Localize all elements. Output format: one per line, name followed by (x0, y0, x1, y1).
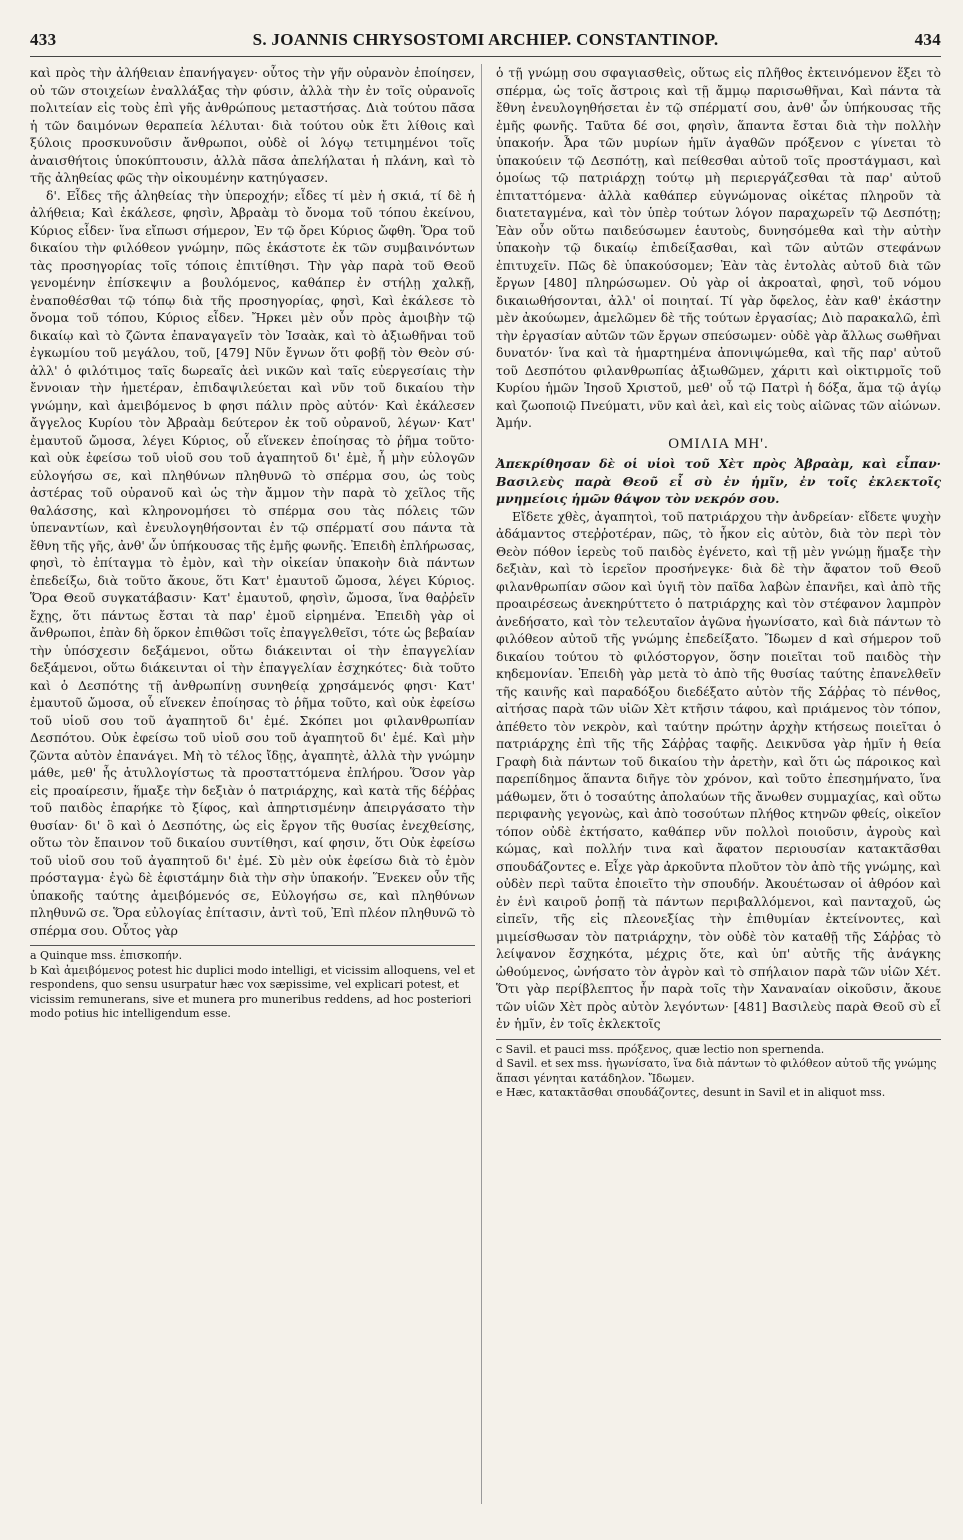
left-paragraph: δ'. Εἶδες τῆς ἀληθείας τὴν ὑπεροχήν; εἶδες τί μὲν ἡ σκιά, τί δὲ ἡ ἀλήθεια; Καὶ ἐκάλεσε, φησὶν, Ἀβραὰμ τὸ ὄνομα τοῦ τόπου ἐκείνου, Κύριος εἶδεν· ἵνα εἴπωσι σήμερον, Ἐν τῷ ὄρει Κύριος ὤφθη. Ὅρα τοῦ δικαίου τὴν φιλόθεον γνώμην, πῶς ἑκάστοτε ἐκ τῶν συμβαινόντων τὰς προσηγορίας τοῖς τόποις ἐπιτίθησι. Τὴν γὰρ παρὰ τοῦ Θεοῦ γενομένην ἐπίσκεψιν a βουλόμενος, καθάπερ ἐν στήλῃ χαλκῇ, ἐναποθέσθαι τῷ τόπῳ διὰ τῆς προσηγορίας, φησὶ, Καὶ ἐκάλεσε τὸ ὄνομα τοῦ τόπου, Κύριος εἶδεν. Ἤρκει μὲν οὖν πρὸς ἀμοιβὴν τῷ δικαίῳ καὶ τὸ ζῶντα ἐπαναγαγεῖν τὸν Ἰσαὰκ, καὶ τὸ ἀξιωθῆναι τοῦ ἐγκωμίου τοῦ μεγάλου, τοῦ, [479] Νῦν ἔγνων ὅτι φοβῇ τὸν Θεὸν σύ· ἀλλ' ὁ φιλότιμος ταῖς δωρεαῖς ἀεὶ νικῶν καὶ ταῖς εὐεργεσίαις τὴν ἔννοιαν τὴν ἡμετέραν, ἐπιδαψιλεύεται καὶ νῦν τοῦ δικαίου τὴν γνώμην, καὶ ἀμειβόμενος b φησι πάλιν πρὸς αὐτόν· Καὶ ἐκάλεσεν ἄγγελος Κυρίου τὸν Ἀβραὰμ δεύτερον ἐκ τοῦ οὐρανοῦ, λέγων· Κατ' ἐμαυτοῦ ὤμοσα, λέγει Κύριος, οὗ εἵνεκεν ἐποίησας τὸ ῥῆμα τοῦτο· καὶ οὐκ ἐφείσω τοῦ υἱοῦ σου τοῦ ἀγαπητοῦ δι' ἐμὲ, ἦ μὴν εὐλογῶν εὐλογήσω σε, καὶ πληθύνων πληθυνῶ τὸ σπέρμα σου, ὡς τοὺς ἀστέρας τοῦ οὐρανοῦ καὶ ὡς τὴν ἄμμον τὴν παρὰ τὸ χεῖλος τῆς θαλάσσης, καὶ κληρονομήσει τὸ σπέρμα σου τὰς πόλεις τῶν ὑπεναντίων, καὶ ἐνευλογηθήσονται ἐν τῷ σπέρματί σου πάντα τὰ ἔθνη τῆς γῆς, ἀνθ' ὧν ὑπήκουσας τῆς ἐμῆς φωνῆς. Ἐπειδὴ ἐπλήρωσας, φησὶ, τὸ ἐπίταγμα τὸ ἐμὸν, καὶ τὴν οἰκείαν ὑπακοὴν διὰ πάντων ἐπεδείξω, διὰ τοῦτο ἄκουε, ὅτι Κατ' ἐμαυτοῦ ὤμοσα, λέγει Κύριος. Ὅρα Θεοῦ συγκατάβασιν· Κατ' ἐμαυτοῦ, φησὶν, ὤμοσα, ἵνα θαῤῥεῖν ἔχῃς, ὅτι πάντως ἔσται τὰ παρ' ἐμοῦ εἰρημένα. Ἐπειδὴ γὰρ οἱ ἄνθρωποι, ἐπὰν δὴ ὅρκον ἐπιθῶσι τοῖς ἐπαγγελθεῖσι, τότε ὡς βεβαίαν τὴν ὑπόσχεσιν δεξάμενοι, οὕτω διάκεινται οἱ τὴν ἐπαγγελίαν δεξάμενοι, οὕτω διάκεινται οἱ τὴν ἐπαγγελίαν ἐσχηκότες· διὰ τοῦτο καὶ ὁ Δεσπότης τῇ ἀνθρωπίνῃ συνηθείᾳ χρησάμενός φησι· Κατ' ἐμαυτοῦ ὤμοσα, οὗ εἵνεκεν ἐποίησας τὸ ῥῆμα τοῦτο, καὶ οὐκ ἐφείσω τοῦ υἱοῦ σου τοῦ ἀγαπητοῦ δι' ἐμέ. Σκόπει μοι φιλανθρωπίαν Δεσπότου. Οὐκ ἐφείσω τοῦ υἱοῦ σου τοῦ ἀγαπητοῦ δι' ἐμέ. Καὶ μὴν ζῶντα αὐτὸν ἐπανάγει. Μὴ τὸ τέλος ἴδῃς, ἀγαπητὲ, ἀλλὰ τὴν γνώμην μάθε, μεθ' ἧς ἀτυλλογίστως τὰ προσταττόμενα ἐπλήρου. Ὅσον γὰρ εἰς προαίρεσιν, ἥμαξε τὴν δεξιὰν ὁ πατριάρχης, καὶ κατὰ τῆς δέῤῥας τοῦ παιδὸς ἐπαρήκε τὸ ξίφος, καὶ ἀπηρτισμένην ἀπειργάσατο τὴν θυσίαν· δι' ὃ καὶ ὁ Δεσπότης, ὡς εἰς ἔργον τῆς θυσίας ἐνεχθείσης, οὕτω τὸν ἔπαινον τοῦ δικαίου συντίθησι, καί φησιν, ὅτι Οὐκ ἐφείσω τοῦ υἱοῦ σου τοῦ ἀγαπητοῦ δι' ἐμέ. Σὺ μὲν οὐκ ἐφείσω διὰ τὸ ἐμὸν πρόσταγμα· ἐγὼ δὲ ἐφιστάμην διὰ τὴν σὴν ὑπακοήν. Ἕνεκεν οὖν τῆς ὑπακοῆς ταύτης ἀμειβόμενός σε, Εὐλογήσω σε, καὶ πληθύνων πληθυνῶ σε. Ὅρα εὐλογίας ἐπίτασιν, ἀντὶ τοῦ, Ἐπὶ πλέον πληθυνῶ τὸ σπέρμα σου. Οὗτος γὰρ (30, 187, 475, 938)
left-column (30, 64, 475, 1101)
running-title: S. JOANNIS CHRYSOSTOMI ARCHIEP. CONSTANTINOP. (252, 30, 719, 49)
footnote-a: a Quinque mss. ἐπισκοπήν. (30, 949, 183, 962)
text-columns (30, 64, 941, 1101)
right-column (496, 64, 941, 1101)
footnote-e: e Hæc, κατακτᾶσθαι σπουδάζοντες, desunt in Savil et in aliquot mss. (496, 1086, 886, 1099)
homily-lemma: Ἀπεκρίθησαν δὲ οἱ υἱοὶ τοῦ Χὲτ πρὸς Ἀβραὰμ, καὶ εἶπαν· Βασιλεὺς παρὰ Θεοῦ εἶ σὺ ἐν ἡμῖν, ἐν τοῖς ἐκλεκτοῖς μνημείοις ἡμῶν θάψον τὸν νεκρόν σου. (496, 456, 941, 506)
running-head (30, 30, 941, 57)
right-paragraph: ὁ τῇ γνώμῃ σου σφαγιασθεὶς, οὕτως εἰς πλῆθος ἐκτεινόμενον ἕξει τὸ σπέρμα, ὡς τοῖς ἄστροις καὶ τῇ ἄμμῳ παρισωθῆναι, Καὶ πάντα τὰ ἔθνη ἐνευλογηθήσεται ἐν τῷ σπέρματί σου, ἀνθ' ὧν ὑπήκουσας τῆς ἐμῆς φωνῆς. Ταῦτα δέ σοι, φησὶν, ἅπαντα ἔσται διὰ τὴν πολλὴν ὑπακοήν. Ἆρα τῶν μυρίων ἡμῖν ἀγαθῶν πρόξενον c γίνεται τὸ ὑπακούειν τῷ Δεσπότῃ, καὶ πείθεσθαι αὐτοῦ τοῖς προστάγμασι, καὶ ὁμοίως τῷ πατριάρχῃ τούτῳ μὴ περιεργάζεσθαι τὰ παρ' αὐτοῦ ἐπιταττόμενα· ἀλλὰ καθάπερ εὐγνώμονας οἰκέτας πληροῦν τὰ διατεταγμένα, καὶ τὸν ὑπὲρ τούτων λόγον παραχωρεῖν τῷ Δεσπότῃ; Ἐὰν οὖν οὕτω παιδεύσωμεν ἑαυτοὺς, δυνησόμεθα καὶ τὴν αὐτὴν ὑπακοὴν τῷ δικαίῳ ἐπιδείξασθαι, καὶ τῶν αὐτῶν στεφάνων ἐπιτυχεῖν. Πῶς δὲ ὑπακούσομεν; Ἐὰν τὰς ἐντολὰς αὐτοῦ διὰ τῶν ἔργων [480] πληρώσωμεν. Οὐ γὰρ οἱ ἀκροαταὶ, φησὶ, τοῦ νόμου δικαιωθήσονται, ἀλλ' οἱ ποιηταί. Τί γὰρ ὄφελος, ἐὰν καθ' ἑκάστην μὲν ἀκούωμεν, ἀμελῶμεν δὲ τῆς τούτων ἐργασίας; Διὸ παρακαλῶ, ἐπὶ τὴν ἐργασίαν αὐτῶν τῶν ἔργων σπεύσωμεν· οὐδὲ γὰρ ἄλλως σωθῆναι δυνατόν· ἵνα καὶ τὰ ἡμαρτημένα ἀπονιψώμεθα, καὶ τῆς παρ' αὐτοῦ τοῦ Δεσπότου φιλανθρωπίας ἀξιωθῶμεν, χάριτι καὶ οἰκτιρμοῖς τοῦ Κυρίου ἡμῶν Ἰησοῦ Χριστοῦ, μεθ' οὗ τῷ Πατρὶ ἡ δόξα, ἅμα τῷ ἁγίῳ καὶ ζωοποιῷ Πνεύματι, νῦν καὶ ἀεὶ, καὶ εἰς τοὺς αἰῶνας τῶν αἰώνων. Ἀμήν. (496, 65, 941, 430)
footnote-d: d Savil. et sex mss. ἠγωνίσατο, ἵνα διὰ πάντων τὸ φιλόθεον αὐτοῦ τῆς γνώμης ἅπασι γένηται κατάδηλον. Ἴδωμεν. (496, 1057, 937, 1085)
right-paragraph: Εἴδετε χθὲς, ἀγαπητοὶ, τοῦ πατριάρχου τὴν ἀνδρείαν· εἴδετε ψυχὴν ἀδάμαντος στεῤῥοτέραν, πῶς, τὸ ἦκον εἰς αὐτὸν, διὰ τὸν περὶ τὸν Θεὸν πόθον ἱερεὺς τοῦ παιδὸς ἐγένετο, καὶ τῇ μὲν γνώμῃ ἥμαξε τὴν δεξιὰν, καὶ τὸ ἱερεῖον προσήνεγκε· διὰ δὲ τὴν ἄφατον τοῦ Θεοῦ φιλανθρωπίαν σῶον καὶ ὑγιῆ τὸν παῖδα λαβὼν ἐπανῆει, καὶ ἀπὸ τῆς προαιρέσεως ἀνεκηρύττετο ὁ πατριάρχης καὶ τὸν στέφανον λαμπρὸν ἀνεδήσατο, καὶ τὸν τελευταῖον ἀγῶνα ἠγωνίσατο, καὶ διὰ πάντων τὸ φιλόθεον αὐτοῦ τῆς γνώμης ἐπεδείξατο. Ἴδωμεν d καὶ σήμερον τοῦ δικαίου τούτου τὸ φιλόστοργον, ὅσην ποιεῖται τοῦ παιδὸς τὴν κηδεμονίαν. Ἐπειδὴ γὰρ μετὰ τὸ ἀπὸ τῆς θυσίας ταύτης ἐπανελθεῖν τῆς καινῆς καὶ παραδόξου διεδέξατο αὐτὸν τῆς Σάῤῥας τὸ πένθος, αἰτήσας παρὰ τῶν υἱῶν Χὲτ κτῆσιν τάφου, καὶ πριάμενος τὸν τόπον, ἀπέθετο τὸν νεκρὸν, καὶ ταύτην πρώτην ἀρχὴν κτήσεως ποιεῖται ὁ πατριάρχης ἐπὶ τῆς τῆς Σάῤῥας ταφῆς. Δεικνῦσα γὰρ ἡμῖν ἡ θεία Γραφὴ διὰ πάντων τοῦ δικαίου τὴν ἀρετὴν, καὶ ὅτι ὡς πάροικος καὶ παρεπίδημος ἅπαντα διῆγε τὸν χρόνον, καὶ τοῦτο ἐπεσημήνατο, ἵνα μάθωμεν, ὅτι ὁ τοσαύτης ἀπολαύων τῆς ἄνωθεν συμμαχίας, καὶ οὕτω περιφανὴς γεγονὼς, καὶ ἀπὸ τοσούτων πλήθος κτηνῶν φθείς, οἰκεῖον τόπον οὐδὲ ἐκτήσατο, καθάπερ νῦν πολλοὶ ποιοῦσιν, ἀγροὺς καὶ κώμας, καὶ πολλήν τινα καὶ ἄφατον περιουσίαν κατακτᾶσθαι σπουδάζοντες e. Εἶχε γὰρ ἀρκοῦντα πλοῦτον τὸν ἀπὸ τῆς γνώμης, καὶ οὐδὲν περὶ ταῦτα ἐποιεῖτο τὴν σπουδήν. Ἀκουέτωσαν οἱ ἀθρόον καὶ ἐν ἑνὶ καιροῦ ῥοπῇ τὰ πάντων περιβαλλόμενοι, καὶ πανταχοῦ, ὡς εἰπεῖν, τῆς εἰς πλεονεξίας τὴν ἐπιθυμίαν ἐκτείνοντες, καὶ μιμείσθωσαν τὸν πατριάρχην, τὸν οὐδὲ τὸν καταθῇ τῆς Σάῤῥας τὸ λείψανον ἔσχηκότα, μέχρις ὅτε, καὶ ὑπ' αὐτῆς τῆς ἀνάγκης ὠθούμενος, ὠνήσατο τὸν ἀγρὸν καὶ τὸ σπήλαιον παρὰ τῶν υἱῶν Χέτ. Ὅτι γὰρ περίβλεπτος ἦν παρὰ τοῖς τὴν Χαναναίαν οἰκοῦσιν, ἄκουε τῶν υἱῶν Χὲτ πρὸς αὐτὸν λεγόντων· [481] Βασιλεὺς παρὰ Θεοῦ σὺ εἶ ἐν ἡμῖν, ἐν τοῖς ἐκλεκτοῖς (496, 508, 941, 1031)
right-footnotes (496, 1039, 941, 1101)
footnote-b: b Καὶ ἀμειβόμενος potest hic duplici modo intelligi, et vicissim alloquens, vel et respondens, quo sensu usurpatur hæc vox sæpissime, vel explicari potest, et vicissim remunerans, sive et munera pro muneribus reddens, ad hoc posteriori modo potius hic intelligendum esse. (30, 963, 475, 1020)
footnote-c: c Savil. et pauci mss. πρόξενος, quæ lectio non spernenda. (496, 1042, 825, 1056)
page-number-left: 433 (30, 30, 57, 49)
left-footnotes (30, 945, 475, 1022)
page-number-right: 434 (914, 30, 941, 49)
left-paragraph: καὶ πρὸς τὴν ἀλήθειαν ἐπανήγαγεν· οὗτος τὴν γῆν οὐρανὸν ἐποίησεν, οὐ τῶν στοιχείων ἐναλλάξας τὴν φύσιν, ἀλλὰ τὴν ἐν τοῖς οὐρανοῖς πολιτείαν εἰς τοὺς ἐπὶ γῆς ἀνθρώπους μεταστήσας. Διὰ τούτου πᾶσα ἡ τῶν δαιμόνων θεραπεία λέλυται· διὰ τούτου οὐκ ἔτι λίθοις καὶ ξύλοις προσκυνοῦσιν ἄνθρωποι, οὐδὲ οἱ λόγῳ τετιμημένοι τοῖς ἀναισθήτοις ὑποκύπτουσιν, ἀλλὰ πᾶσα ἀπελήλαται ἡ πλάνη, καὶ τὸ τῆς ἀληθείας φῶς τὴν οἰκουμένην κατηύγασεν. (30, 65, 475, 185)
homily-title: ΟΜΙΛΙΑ ΜΗ'. (668, 435, 769, 452)
